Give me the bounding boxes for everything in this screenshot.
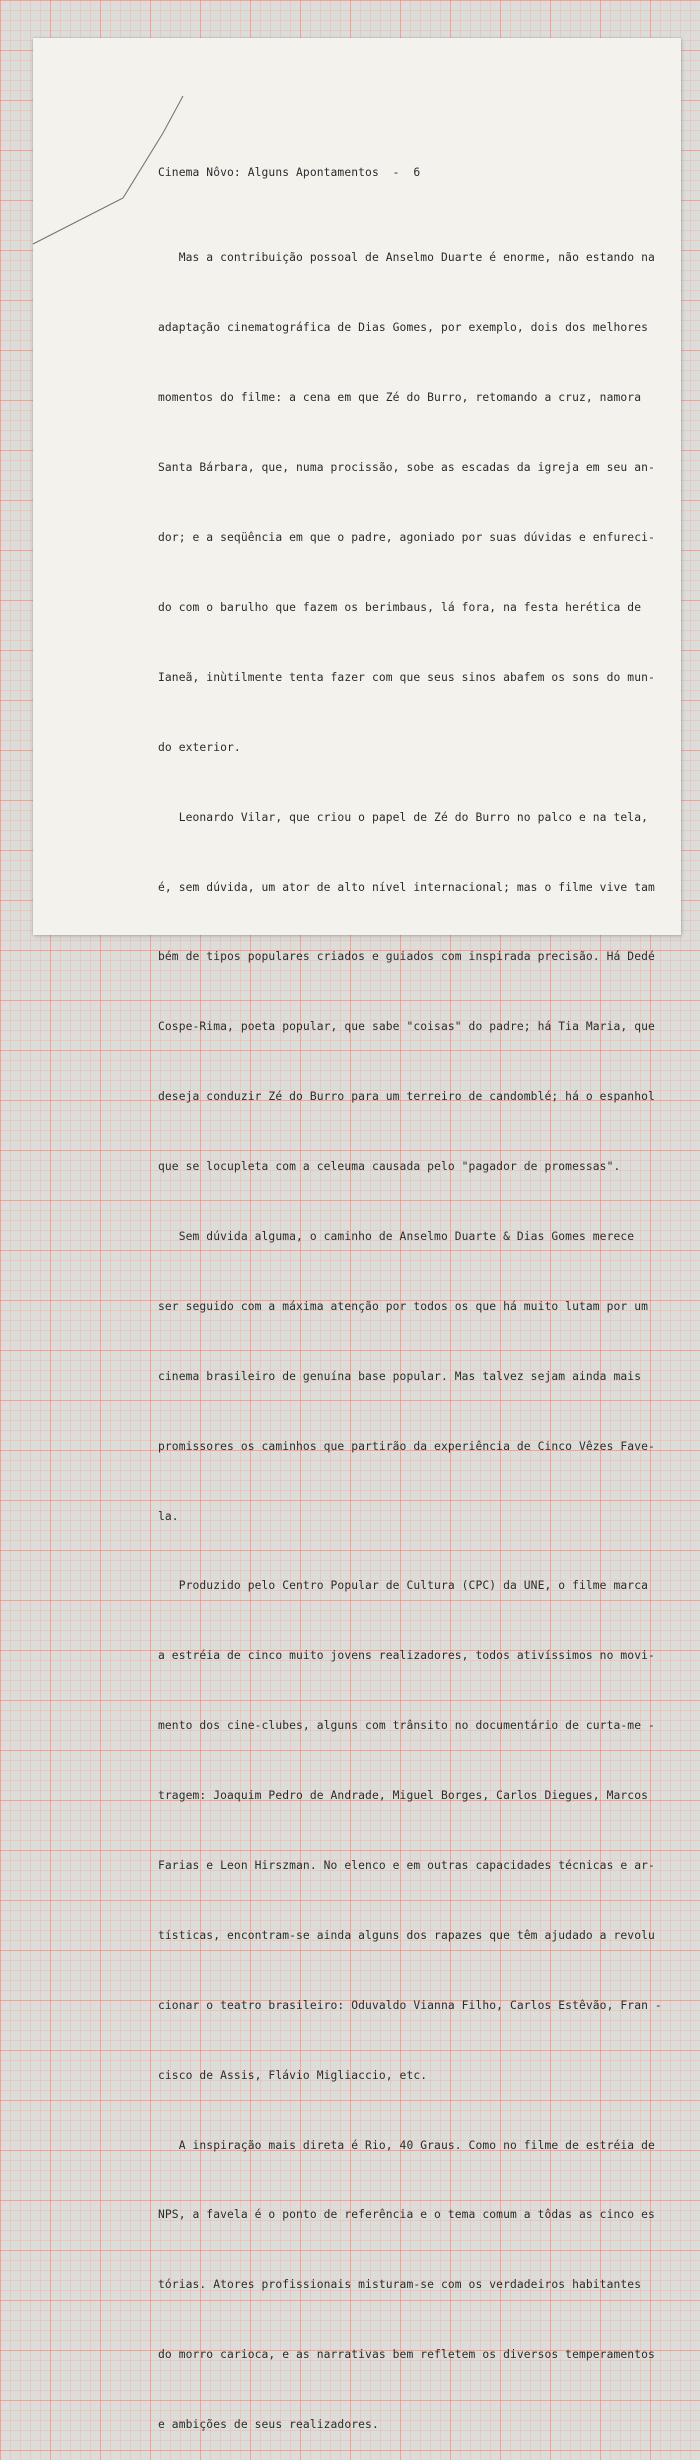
text-line: do com o barulho que fazem os berimbaus, lá fora, na festa herética de: [158, 600, 642, 614]
text-line: tragem: Joaquim Pedro de Andrade, Miguel Borges, Carlos Diegues, Marcos: [158, 1789, 648, 1803]
text-line: mento dos cine-clubes, alguns com trânsito no documentário de curta-me -: [158, 1719, 655, 1733]
text-line: Leonardo Vilar, que criou o papel de Zé do Burro no palco e na tela,: [158, 810, 648, 824]
text-line: tísticas, encontram-se ainda alguns dos rapazes que têm ajudado a revolu: [158, 1928, 655, 1942]
text-line: A inspiração mais direta é Rio, 40 Graus. Como no filme de estréia de: [158, 2138, 655, 2152]
text-line: cisco de Assis, Flávio Migliaccio, etc.: [158, 2068, 428, 2082]
text-line: Ianeã, inùtilmente tenta fazer com que seus sinos abafem os sons do mun-: [158, 670, 655, 684]
text-line: a estréia de cinco muito jovens realizadores, todos ativíssimos no movi-: [158, 1649, 655, 1663]
text-line: que se locupleta com a celeuma causada pelo "pagador de promessas".: [158, 1160, 621, 1174]
text-line: Mas a contribuição possoal de Anselmo Duarte é enorme, não estando na: [158, 251, 655, 265]
page-header: Cinema Nôvo: Alguns Apontamentos - 6: [158, 165, 421, 179]
text-line: momentos do filme: a cena em que Zé do Burro, retomando a cruz, namora: [158, 391, 642, 405]
text-line: promissores os caminhos que partirão da experiência de Cinco Vêzes Fave-: [158, 1439, 655, 1453]
text-line: ser seguido com a máxima atenção por todos os que há muito lutam por um: [158, 1299, 648, 1313]
text-line: Sem dúvida alguma, o caminho de Anselmo Duarte & Dias Gomes merece: [158, 1229, 635, 1243]
text-line: cionar o teatro brasileiro: Oduvaldo Vianna Filho, Carlos Estêvão, Fran -: [158, 1998, 662, 2012]
text-line: la.: [158, 1509, 179, 1523]
text-line: deseja conduzir Zé do Burro para um terreiro de candomblé; há o espanhol: [158, 1090, 655, 1104]
text-line: tórias. Atores profissionais misturam-se com os verdadeiros habitantes: [158, 2278, 642, 2292]
text-line: NPS, a favela é o ponto de referência e o tema comum a tôdas as cinco es: [158, 2208, 655, 2222]
text-line: Santa Bárbara, que, numa procissão, sobe as escadas da igreja em seu an-: [158, 461, 655, 475]
text-line: bém de tipos populares criados e guiados com inspirada precisão. Há Dedé: [158, 950, 655, 964]
text-line: do morro carioca, e as narrativas bem refletem os diversos temperamentos: [158, 2348, 655, 2362]
typed-text: [158, 114, 662, 2460]
text-line: é, sem dúvida, um ator de alto nível internacional; mas o filme vive tam: [158, 880, 655, 894]
text-line: Cospe-Rima, poeta popular, que sabe "coisas" do padre; há Tia Maria, que: [158, 1020, 655, 1034]
text-line: cinema brasileiro de genuína base popular. Mas talvez sejam ainda mais: [158, 1369, 642, 1383]
text-line: Farias e Leon Hirszman. No elenco e em outras capacidades técnicas e ar-: [158, 1858, 655, 1872]
text-line: Produzido pelo Centro Popular de Cultura (CPC) da UNE, o filme marca: [158, 1579, 648, 1593]
text-line: e ambições de seus realizadores.: [158, 2418, 379, 2432]
text-line: do exterior.: [158, 740, 241, 754]
text-line: dor; e a seqüência em que o padre, agoniado por suas dúvidas e enfureci-: [158, 531, 655, 545]
text-line: adaptação cinematográfica de Dias Gomes, por exemplo, dois dos melhores: [158, 321, 648, 335]
